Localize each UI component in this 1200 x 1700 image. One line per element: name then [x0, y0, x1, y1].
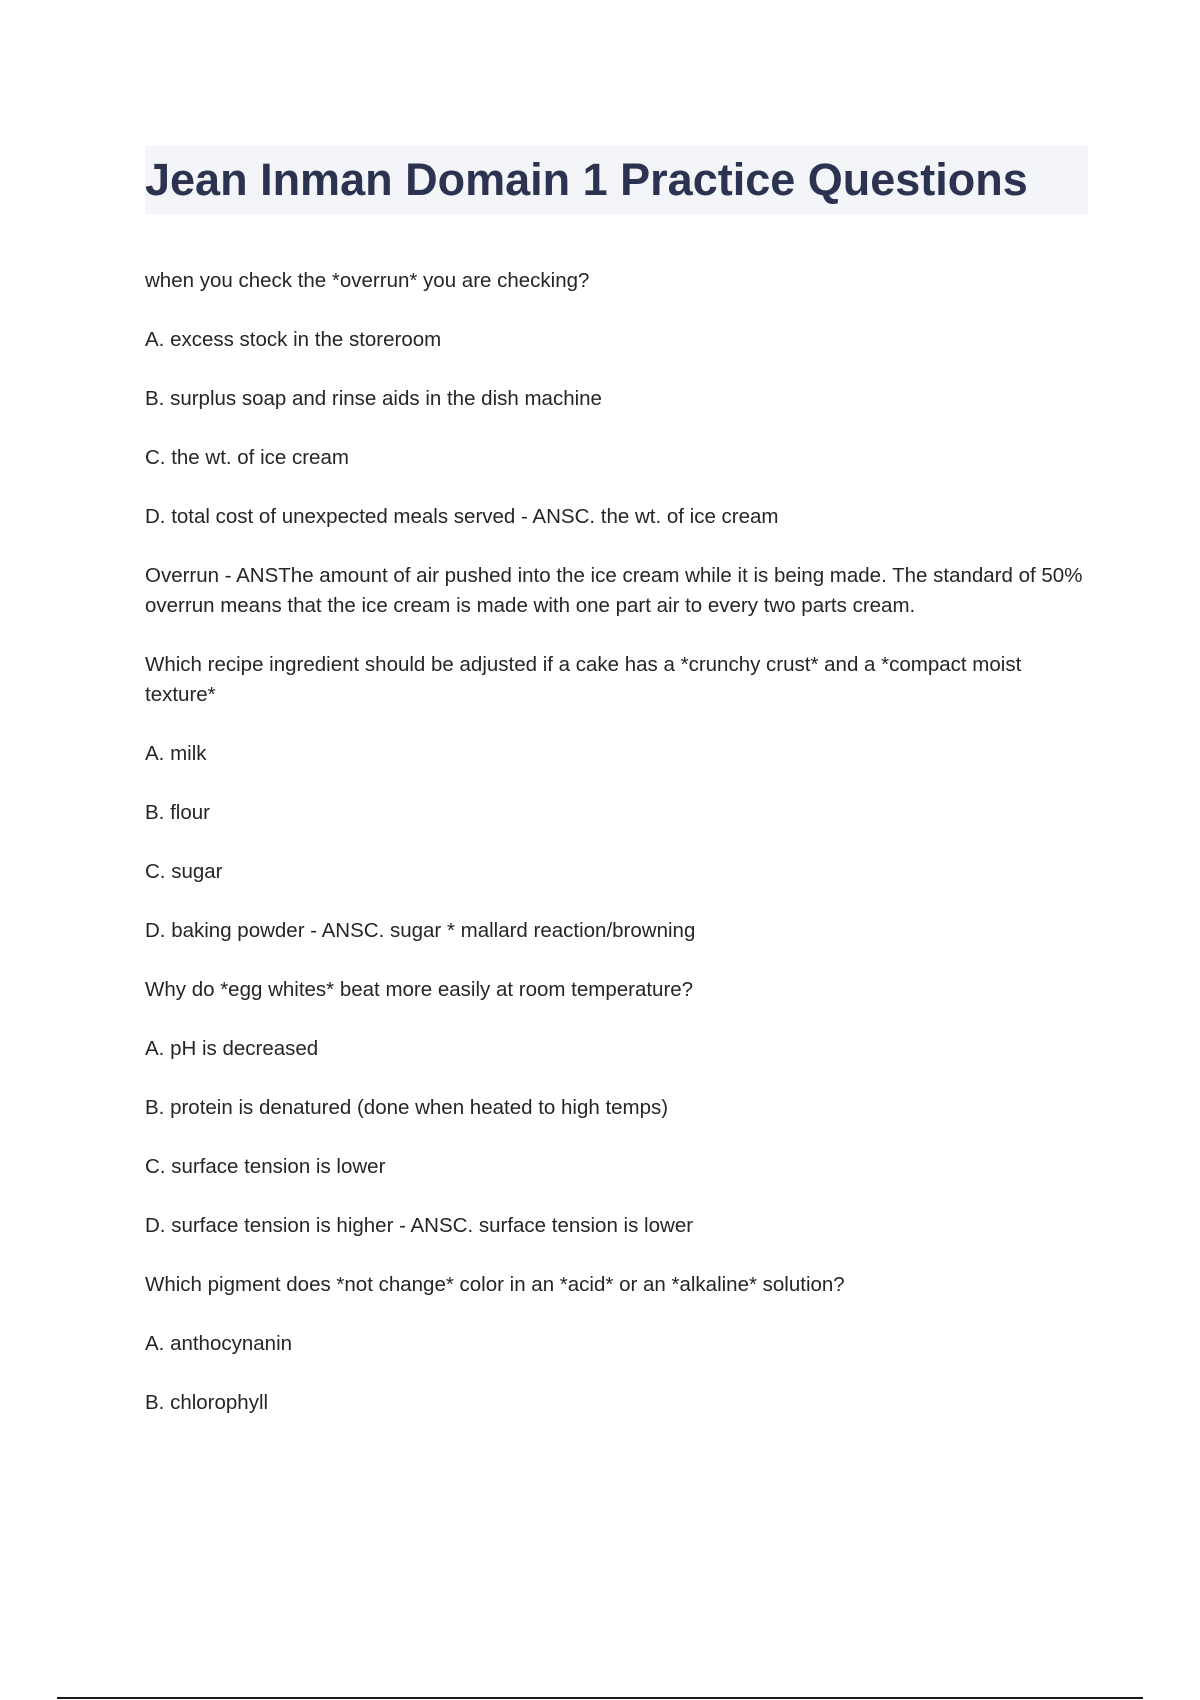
question-3-option-d-answer: D. surface tension is higher - ANSC. surface tension is lower	[145, 1214, 694, 1237]
question-2-option-c: C. sugar	[145, 860, 223, 883]
question-3-option-a: A. pH is decreased	[145, 1037, 319, 1060]
question-4-option-a: A. anthocynanin	[145, 1332, 293, 1355]
question-1-option-a: A. excess stock in the storeroom	[145, 328, 442, 351]
question-1-prompt: when you check the *overrun* you are checking?	[145, 269, 590, 292]
question-4-prompt: Which pigment does *not change* color in an *acid* or an *alkaline* solution?	[145, 1273, 845, 1296]
question-2-prompt: Which recipe ingredient should be adjusted if a cake has a *crunchy crust* and a *compact moist texture*	[145, 653, 1022, 706]
question-3-prompt: Why do *egg whites* beat more easily at room temperature?	[145, 978, 694, 1001]
question-1-option-d-answer: D. total cost of unexpected meals served - ANSC. the wt. of ice cream	[145, 505, 779, 528]
document-body	[145, 266, 1095, 1447]
question-1-option-b: B. surplus soap and rinse aids in the dish machine	[145, 387, 602, 410]
question-3-option-c: C. surface tension is lower	[145, 1155, 386, 1178]
question-1-option-c: C. the wt. of ice cream	[145, 446, 349, 469]
overrun-definition: Overrun - ANSThe amount of air pushed into the ice cream while it is being made. The standard of 50% overrun means that the ice cream is made with one part air to every two parts cream.	[145, 564, 1083, 617]
document-title: Jean Inman Domain 1 Practice Questions	[145, 154, 1028, 205]
question-2-option-a: A. milk	[145, 742, 207, 765]
page-bottom-rule	[57, 1697, 1143, 1699]
question-3-option-b: B. protein is denatured (done when heated to high temps)	[145, 1096, 669, 1119]
question-4-option-b: B. chlorophyll	[145, 1391, 269, 1414]
question-2-option-b: B. flour	[145, 801, 210, 824]
question-2-option-d-answer: D. baking powder - ANSC. sugar * mallard reaction/browning	[145, 919, 696, 942]
